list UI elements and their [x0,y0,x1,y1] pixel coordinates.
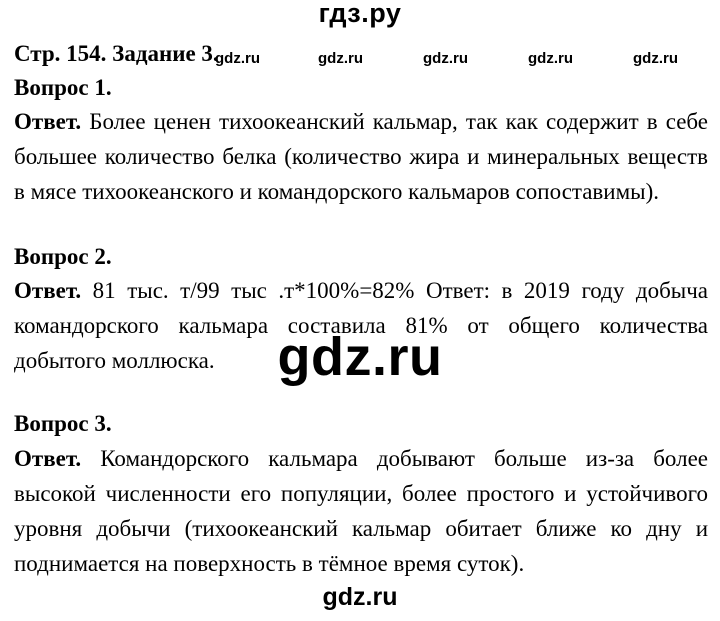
watermark-small: gdz.ru [318,50,363,67]
footer-watermark: gdz.ru [322,583,398,611]
answer-label: Ответ. [14,109,82,134]
answer-label: Ответ. [14,446,82,471]
center-watermark: gdz.ru [277,327,443,387]
answer-text: Командорского кальмара добывают больше из-за более высокой численности его популяции, более простого и устойчивого уровня добычи (тихоокеанский кальмар обитает ближе ко дну и поднимается на поверхность в тёмное время суток). [14,446,709,576]
answer-text: 81 тыс. т/99 тыс .т*100%=82% Ответ: в 2019 году добыча командорского кальмара составила 81% от общего количества добытого моллюска. [14,278,709,373]
answer-text: Более ценен тихоокеанский кальмар, так как содержит в себе большее количество белка (количество жира и минеральных веществ в мясе тихоокеанского и командорского кальмаров сопоставимы). [14,109,709,204]
answer-label: Ответ. [14,278,82,303]
page-title: Стр. 154. Задание 3. [14,41,219,66]
question-1-answer [14,104,708,209]
question-3-heading: Вопрос 3. [14,411,112,436]
question-2-heading: Вопрос 2. [14,244,112,269]
watermark-small: gdz.ru [633,50,678,67]
watermark-small: gdz.ru [528,50,573,67]
question-3-answer [14,441,708,581]
site-header-logo: гдз.ру [318,0,402,28]
question-1-heading: Вопрос 1. [14,75,112,100]
watermark-small: gdz.ru [423,50,468,67]
watermark-small: gdz.ru [215,50,260,67]
